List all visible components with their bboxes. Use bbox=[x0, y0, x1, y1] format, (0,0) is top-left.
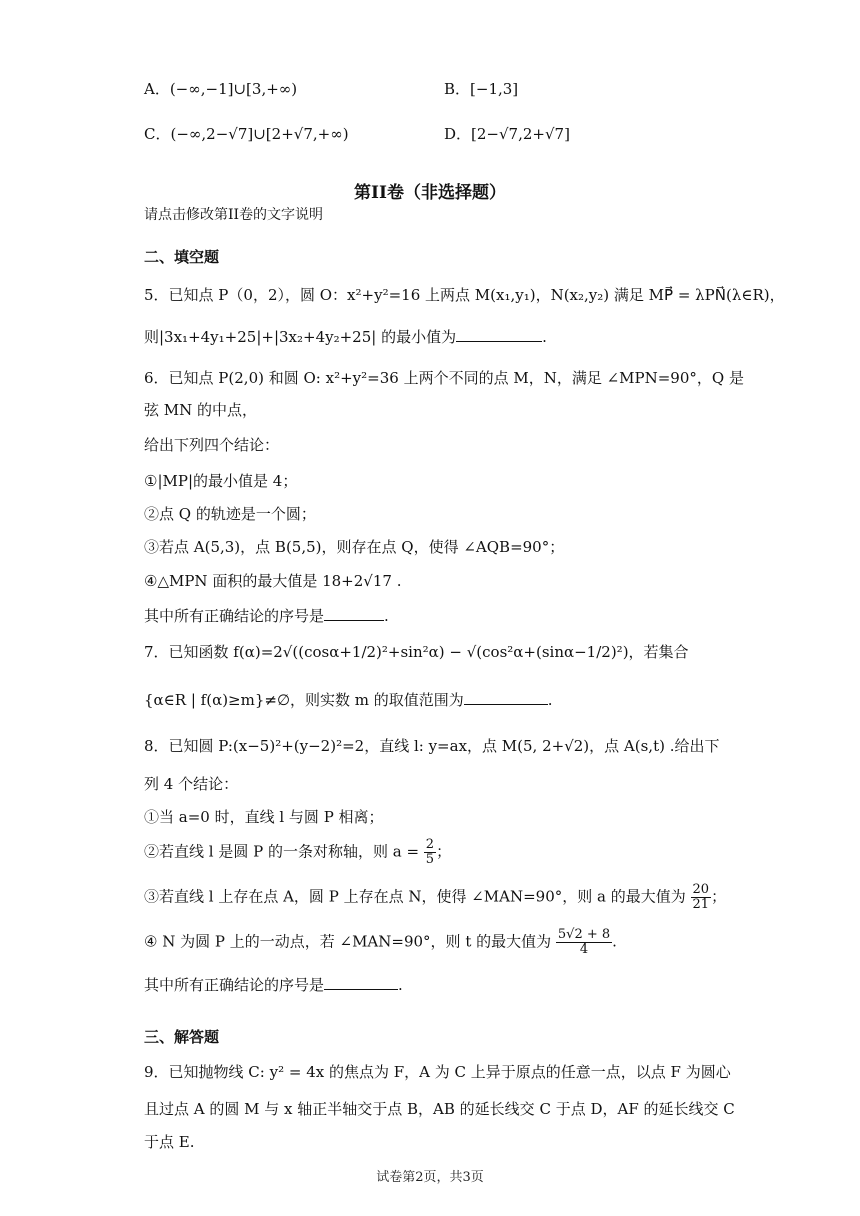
q8-c4-fraction bbox=[556, 928, 612, 957]
option-a: A．(−∞,−1]∪[3,+∞) bbox=[144, 80, 298, 98]
q8-c3-text: ③若直线 l 上存在点 A，圆 P 上存在点 N，使得 ∠MAN=90°，则 a 的最大值为 bbox=[144, 887, 686, 906]
q6-ask-text: 其中所有正确结论的序号是 bbox=[144, 607, 325, 625]
q8-ask-text: 其中所有正确结论的序号是 bbox=[144, 976, 325, 994]
page-footer: 试卷第2页，共3页 bbox=[376, 1170, 484, 1185]
q8-line1: 8．已知圆 P:(x−5)²+(y−2)²=2，直线 l: y=ax，点 M(5, 2+√2)，点 A(s,t) .给出下 bbox=[144, 737, 720, 755]
q8-conclusion-2: ②若直线 l 是圆 P 的一条对称轴，则 a = $\frac{2}{5}$ ； bbox=[144, 837, 452, 867]
q6-conclusion-2: ②点 Q 的轨迹是一个圆； bbox=[144, 505, 316, 523]
q6-line1: 6．已知点 P(2,0) 和圆 O: x²+y²=36 上两个不同的点 M，N，满足 ∠MPN=90°，Q 是 bbox=[144, 369, 744, 387]
q7-text: {α∈R | f(α)≥m}≠∅，则实数 m 的取值范围为 bbox=[144, 691, 464, 709]
q7-line2: {α∈R | f(α)≥m}≠∅，则实数 m 的取值范围为 . bbox=[144, 691, 553, 709]
q8-conclusion-1: ①当 a=0 时，直线 l 与圆 P 相离； bbox=[144, 808, 384, 826]
q8-c2-text: ②若直线 l 是圆 P 的一条对称轴，则 a = bbox=[144, 842, 420, 861]
q8-conclusion-4: ④ N 为圆 P 上的一动点，若 ∠MAN=90°，则 t 的最大值为 $\frac{5√2 + 8}{4}$ . bbox=[144, 927, 617, 957]
q6-ask: 其中所有正确结论的序号是 . bbox=[144, 607, 389, 625]
option-d: D．[2−√7,2+√7] bbox=[444, 125, 570, 143]
section-title: 第II卷（非选择题） bbox=[354, 183, 506, 203]
q7-line1: 7．已知函数 f(α)=2√((cosα+1/2)²+sin²α) − √(cos²α+(sinα−1/2)²)，若集合 bbox=[144, 643, 689, 661]
option-c: C．(−∞,2−√7]∪[2+√7,+∞) bbox=[144, 125, 349, 143]
q7-answer-blank[interactable] bbox=[464, 690, 548, 705]
q8-c2-fraction bbox=[424, 838, 436, 867]
section-note: 请点击修改第II卷的文字说明 bbox=[144, 207, 324, 223]
frac-denominator: 4 bbox=[579, 942, 589, 957]
q8-conclusion-3: ③若直线 l 上存在点 A，圆 P 上存在点 N，使得 ∠MAN=90°，则 a 的最大值为 $\frac{20}{21}$ ； bbox=[144, 882, 727, 912]
option-b: B．[−1,3] bbox=[444, 80, 519, 98]
q6-line3: 给出下列四个结论： bbox=[144, 436, 280, 454]
q6-conclusion-1: ①|MP|的最小值是 4； bbox=[144, 472, 298, 490]
q8-ask: 其中所有正确结论的序号是 . bbox=[144, 976, 403, 994]
q9-line3: 于点 E. bbox=[144, 1133, 195, 1151]
frac-denominator: 5 bbox=[425, 852, 435, 867]
frac-denominator: 21 bbox=[692, 897, 710, 912]
q5-line1: 5．已知点 P（0，2），圆 O：x²+y²=16 上两点 M(x₁,y₁)，N(x₂,y₂) 满足 MP⃗ = λPN⃗(λ∈R)， bbox=[144, 286, 785, 304]
frac-numerator: 2 bbox=[425, 837, 435, 852]
fill-heading: 二、填空题 bbox=[144, 248, 220, 266]
q6-conclusion-4: ④△MPN 面积的最大值是 18+2√17 . bbox=[144, 572, 402, 590]
q6-conclusion-3: ③若点 A(5,3)，点 B(5,5)，则存在点 Q，使得 ∠AQB=90°； bbox=[144, 538, 565, 556]
q8-line2: 列 4 个结论： bbox=[144, 775, 239, 793]
frac-numerator: 20 bbox=[692, 882, 710, 897]
q8-answer-blank[interactable] bbox=[324, 975, 398, 990]
q6-answer-blank[interactable] bbox=[324, 606, 384, 621]
frac-numerator: 5√2 + 8 bbox=[557, 927, 611, 942]
q5-answer-blank[interactable] bbox=[456, 327, 542, 342]
q6-line2: 弦 MN 的中点， bbox=[144, 401, 258, 419]
q9-line1: 9．已知抛物线 C: y² = 4x 的焦点为 F，A 为 C 上异于原点的任意一点，以点 F 为圆心 bbox=[144, 1063, 731, 1081]
solve-heading: 三、解答题 bbox=[144, 1028, 220, 1046]
q5-text: 则|3x₁+4y₁+25|+|3x₂+4y₂+25| 的最小值为 bbox=[144, 328, 457, 346]
q8-c4-text: ④ N 为圆 P 上的一动点，若 ∠MAN=90°，则 t 的最大值为 bbox=[144, 932, 552, 951]
q5-line2: 则|3x₁+4y₁+25|+|3x₂+4y₂+25| 的最小值为 . bbox=[144, 328, 547, 346]
q9-line2: 且过点 A 的圆 M 与 x 轴正半轴交于点 B，AB 的延长线交 C 于点 D，AF 的延长线交 C bbox=[144, 1100, 735, 1118]
q8-c3-fraction bbox=[691, 883, 712, 912]
